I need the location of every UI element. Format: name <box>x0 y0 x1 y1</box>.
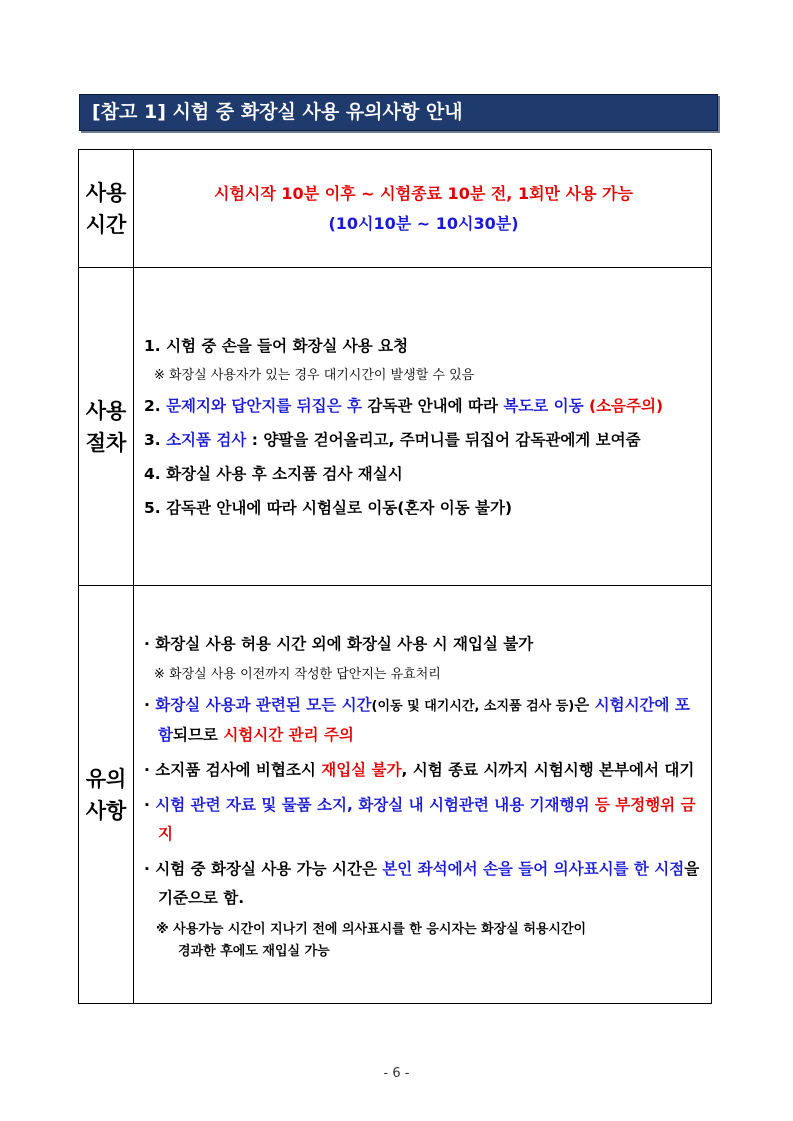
b2-highlight-1: 화장실 사용과 관련된 모든 시간 <box>155 695 372 714</box>
procedure-content <box>134 268 712 586</box>
item-number: 3. <box>144 430 167 449</box>
procedure-item-5: 5. 감독관 안내에 따라 시험실로 이동(혼자 이동 불가) <box>144 498 513 517</box>
bullet-dot: · <box>144 695 156 714</box>
notes-label-line1: 유의 <box>85 766 127 791</box>
procedure-row <box>79 268 712 586</box>
bullet-dot: · <box>144 795 156 814</box>
notes-bullet-5 <box>144 855 703 913</box>
bullet-dot: · <box>144 760 156 779</box>
time-label-line1: 사용 <box>85 180 127 205</box>
time-line2: (10시10분 ~ 10시30분) <box>328 213 519 233</box>
b3-text-1: 소지품 검사에 비협조시 <box>155 760 322 779</box>
b5-note-line2: 경과한 후에도 재입실 가능 <box>178 943 330 959</box>
time-label-line2: 시간 <box>85 212 127 237</box>
b4-warning: 등 부정행위 금지 <box>158 795 696 843</box>
time-row <box>79 150 712 268</box>
procedure-label-line2: 절차 <box>85 430 127 455</box>
item2-warning: (소음주의) <box>589 396 664 415</box>
b3-text-2: , 시험 종료 시까지 시험시행 본부에서 대기 <box>401 760 695 779</box>
procedure-label-line1: 사용 <box>85 398 127 423</box>
b2-warning: 시험시간 관리 주의 <box>223 725 354 744</box>
b2-highlight-2: 시험시간에 포함 <box>158 695 690 744</box>
item2-highlight-2: 복도로 이동 <box>503 396 584 415</box>
notes-bullet-1: · 화장실 사용 허용 시간 외에 화장실 사용 시 재입실 불가 <box>144 634 534 653</box>
time-line1: 시험시작 10분 이후 ~ 시험종료 10분 전, 1회만 사용 가능 <box>214 183 633 203</box>
notes-content <box>134 586 712 1004</box>
item3-highlight: 소지품 검사 <box>166 430 247 449</box>
notes-label-line2: 사항 <box>85 798 127 823</box>
procedure-item-4: 4. 화장실 사용 후 소지품 검사 재실시 <box>144 464 403 483</box>
notes-bullet-4 <box>144 791 703 849</box>
time-label <box>79 150 134 268</box>
notes-bullet-3 <box>144 756 703 785</box>
b5-note-line1: ※ 사용가능 시간이 지나기 전에 의사표시를 한 응시자는 화장실 허용시간이 <box>156 921 587 937</box>
notes-bullet-5-note <box>156 919 703 963</box>
procedure-item-1: 1. 시험 중 손을 들어 화장실 사용 요청 <box>144 336 409 355</box>
procedure-label <box>79 268 134 586</box>
item2-highlight-1: 문제지와 답안지를 뒤집은 후 <box>166 396 362 415</box>
notes-bullet-2 <box>144 691 703 750</box>
b2-text-1: 은 <box>574 695 595 714</box>
b2-detail: (이동 및 대기시간, 소지품 검사 등) <box>371 698 575 714</box>
bullet-dot: · <box>144 859 156 878</box>
item3-text: : 양팔을 걷어올리고, 주머니를 뒤집어 감독관에게 보여줌 <box>246 430 641 449</box>
b5-text-2: 을 기준으로 함. <box>158 859 700 907</box>
rules-table <box>78 149 712 1004</box>
b5-text-1: 시험 중 화장실 사용 가능 시간은 <box>155 859 383 878</box>
page-number: - 6 - <box>383 1066 410 1081</box>
item-number: 2. <box>144 396 167 415</box>
procedure-item-3 <box>144 426 703 454</box>
item2-text-1: 감독관 안내에 따라 <box>361 396 504 415</box>
procedure-item-2 <box>144 392 703 420</box>
section-title: [참고 1] 시험 중 화장실 사용 유의사항 안내 <box>79 94 718 131</box>
procedure-note-1: ※ 화장실 사용자가 있는 경우 대기시간이 발생할 수 있음 <box>154 367 475 383</box>
notes-bullet-1-note: ※ 화장실 사용 이전까지 작성한 답안지는 유효처리 <box>154 666 441 682</box>
b2-text-2: 되므로 <box>172 725 224 744</box>
b4-highlight: 시험 관련 자료 및 물품 소지, 화장실 내 시험관련 내용 기재행위 <box>155 795 590 814</box>
notes-row <box>79 586 712 1004</box>
b5-highlight: 본인 좌석에서 손을 들어 의사표시를 한 시점 <box>382 859 685 878</box>
b3-warning: 재입실 불가 <box>321 760 402 779</box>
notes-label <box>79 586 134 1004</box>
time-content <box>134 150 712 268</box>
